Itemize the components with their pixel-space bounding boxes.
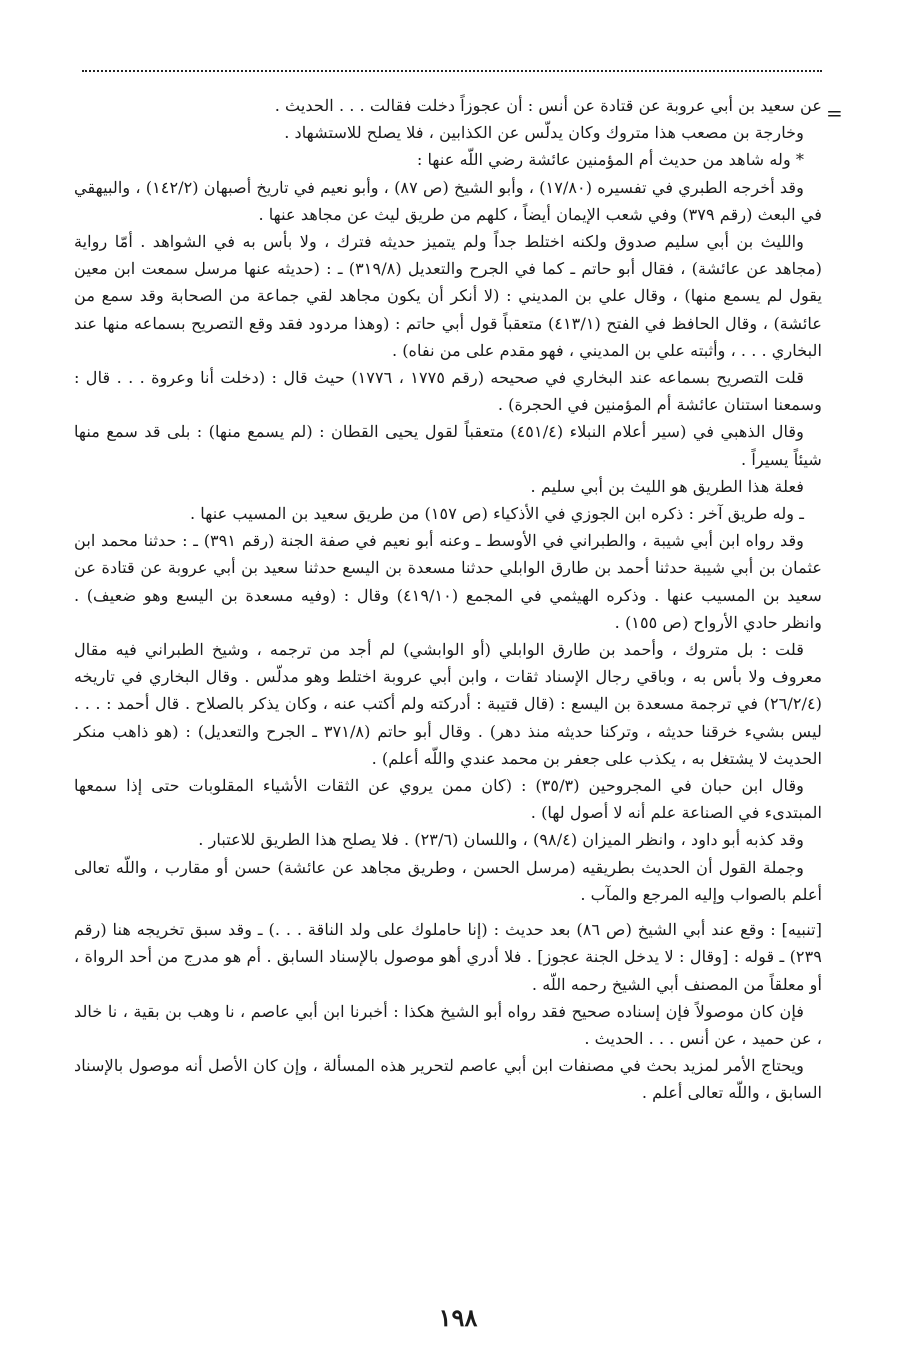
paragraph: فعلة هذا الطريق هو الليث بن أبي سليم . [530, 476, 804, 496]
paragraph: قلت : بل متروك ، وأحمد بن طارق الوابلي (أو الوابشي) لم أجد من ترجمه ، وشيخ الطبراني فيه مقال معروف ولا بأس به ، وباقي رجال الإسناد ثقات ، وابن أبي عروبة اختلط وهو مدلّس . وقال البخاري في تاريخه (٢٦/٢/٤) في ترجمة مسعدة بن اليسع : (قال قتيبة : أدركته ولم أكتب عنه ، وكان يذكر بالصلاح . قال أحمد : . . . ليس بشيء خرقنا حديثه ، وتركنا حديثه منذ دهر) . وقال أبو حاتم (٣٧١/٨ ـ الجرح والتعديل) : (هو ذاهب منكر الحديث لا يشتغل به ، يكذب على جعفر بن محمد عندي واللّه أعلم) . [74, 640, 822, 768]
paragraph: قلت التصريح بسماعه عند البخاري في صحيحه (رقم ١٧٧٥ ، ١٧٧٦) حيث قال : (دخلت أنا وعروة . . . قال : وسمعنا استنان عائشة أم المؤمنين في الحجرة) . [74, 368, 822, 415]
paragraph: وقد رواه ابن أبي شيبة ، والطبراني في الأوسط ـ وعنه أبو نعيم في صفة الجنة (رقم ٣٩١) ـ : حدثنا محمد ابن عثمان بن أبي شيبة حدثنا أحمد بن طارق الوابلي حدثنا مسعدة بن اليسع حدثنا سعيد بن أبي عروبة عن قتادة عن سعيد بن المسيب عنها . وذكره الهيثمي في المجمع (٤١٩/١٠) وقال : (وفيه مسعدة بن اليسع وهو ضعيف) . وانظر حادي الأرواح (ص ١٥٥) . [74, 531, 822, 632]
paragraph: فإن كان موصولاً فإن إسناده صحيح فقد رواه أبو الشيخ هكذا : أخبرنا ابن أبي عاصم ، نا وهب بن بقية ، نا خالد ، عن حميد ، عن أنس . . . الحديث . [74, 1001, 822, 1048]
paragraph: وقد أخرجه الطبري في تفسيره (١٧/٨٠) ، وأبو الشيخ (ص ٨٧) ، وأبو نعيم في تاريخ أصبهان (١٤٢/٢) ، والبيهقي في البعث (رقم ٣٧٩) وفي شعب الإيمان أيضاً ، كلهم من طريق ليث عن مجاهد عنها . [74, 177, 822, 224]
paragraph: وخارجة بن مصعب هذا متروك وكان يدلّس عن الكذابين ، فلا يصلح للاستشهاد . [284, 123, 804, 143]
paragraph: ـ وله طريق آخر : ذكره ابن الجوزي في الأذكياء (ص ١٥٧) من طريق سعيد بن المسيب عنها . [190, 504, 804, 524]
paragraph: عن سعيد بن أبي عروبة عن قتادة عن أنس : أن عجوزاً دخلت فقالت . . . الحديث . [274, 96, 822, 115]
paragraph: وقد كذبه أبو داود ، وانظر الميزان (٩٨/٤) ، واللسان (٢٣/٦) . فلا يصلح هذا الطريق للاعتبار . [198, 830, 804, 850]
paragraph: وقال الذهبي في (سير أعلام النبلاء (٤٥١/٤) متعقباً لقول يحيى القطان : (لم يسمع منها) : بلى قد سمع منها شيئاً يسيراً . [74, 422, 822, 469]
paragraph: وجملة القول أن الحديث بطريقيه (مرسل الحسن ، وطريق مجاهد عن عائشة) حسن أو مقارب ، واللّه تعالى أعلم بالصواب وإليه المرجع والمآب . [74, 857, 822, 904]
paragraph: * وله شاهد من حديث أم المؤمنين عائشة رضي اللّه عنها : [416, 150, 804, 170]
footnote-separator [82, 70, 822, 72]
paragraph: ويحتاج الأمر لمزيد بحث في مصنفات ابن أبي عاصم لتحرير هذه المسألة ، وإن كان الأصل أنه موصول بالإسناد السابق ، واللّه تعالى أعلم . [74, 1056, 822, 1103]
footnote-text [74, 92, 822, 1107]
paragraph: والليث بن أبي سليم صدوق ولكنه اختلط جداً ولم يتميز حديثه فترك ، ولا بأس به في الشواهد . أمّا رواية (مجاهد عن عائشة) ، فقال أبو حاتم ـ كما في الجرح والتعديل (٣١٩/٨) ـ : (حديثه عنها مرسل سمعت ابن معين يقول لم يسمع منها) ، وقال علي بن المديني : (لا أنكر أن يكون مجاهد لقي جماعة من الصحابة وقد سمع من عائشة) ، وقال الحافظ في الفتح (٤١٣/١) متعقباً قول أبي حاتم : (وهذا مردود فقد وقع التصريح بسماعه منها عند البخاري . . . ، وأثبته علي بن المديني ، فهو مقدم على من نفاه) . [74, 232, 823, 360]
page-number: ١٩٨ [438, 1303, 478, 1332]
note-paragraph: [تنبيه] : وقع عند أبي الشيخ (ص ٨٦) بعد حديث : (إنا حاملوك على ولد الناقة . . .) ـ وقد سبق تخريجه هنا (رقم ٢٣٩) ـ قوله : [وقال : لا يدخل الجنة عجوز] . فلا أدري أهو موصول بالإسناد السابق . أم هو مدرج من أحد الرواة ، أو معلقاً من المصنف أبي الشيخ رحمه اللّه . [74, 920, 822, 994]
paragraph: وقال ابن حبان في المجروحين (٣٥/٣) : (كان ممن يروي عن الثقات الأشياء المقلوبات حتى إذا سمعها المبتدىء في الصناعة علم أنه لا أصول لها) . [74, 776, 822, 823]
continuation-mark: = [826, 101, 843, 125]
